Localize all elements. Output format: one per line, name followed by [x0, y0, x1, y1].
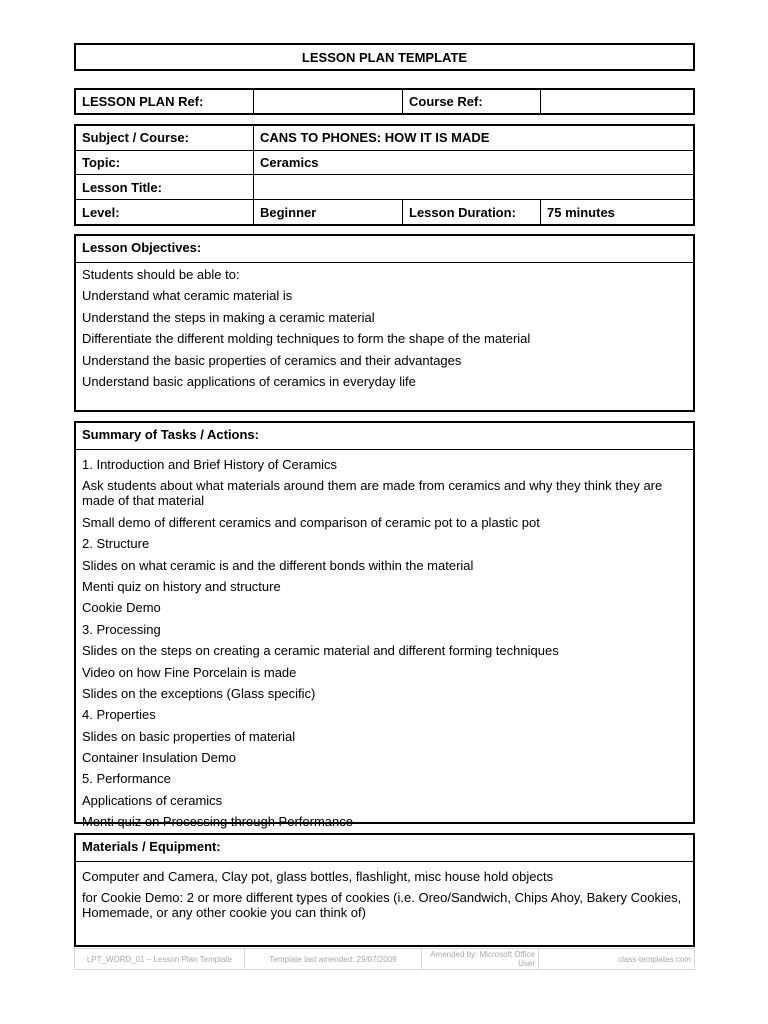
footer-doc-id: LPT_WORD_01 – Lesson Plan Template [75, 949, 245, 970]
tasks-section [74, 421, 695, 830]
list-item: Cookie Demo [82, 600, 161, 616]
tasks-heading: Summary of Tasks / Actions: [76, 423, 693, 450]
list-item: Students should be able to: [82, 267, 240, 282]
list-item: 3. Processing [82, 621, 161, 637]
objectives-heading: Lesson Objectives: [76, 236, 693, 263]
list-item: for Cookie Demo: 2 or more different types of cookies (i.e. Oreo/Sandwich, Chips Ahoy, Bakery Cookies, Homemade, or any other cookie you can think of) [82, 890, 682, 921]
list-item: 5. Performance [82, 771, 171, 787]
reference-row [74, 88, 695, 115]
topic-label: Topic: [76, 150, 254, 175]
list-item: Differentiate the different molding techniques to form the shape of the material [82, 331, 531, 347]
list-item: Computer and Camera, Clay pot, glass bottles, flashlight, misc house hold objects [82, 869, 554, 884]
list-item: Slides on what ceramic is and the different bonds within the material [82, 557, 474, 573]
lesson-plan-ref-field[interactable] [254, 90, 403, 113]
materials-heading: Materials / Equipment: [76, 835, 693, 862]
subject-value: CANS TO PHONES: HOW IT IS MADE [254, 126, 694, 150]
level-label: Level: [76, 200, 254, 224]
list-item: Container Insulation Demo [82, 750, 236, 766]
footer-amended-by: Amended by: Microsoft Office User [422, 949, 539, 970]
page-footer [74, 948, 695, 970]
lesson-objectives-section [74, 234, 695, 412]
list-item: Menti quiz on Processing through Performance [82, 814, 353, 830]
tasks-list [76, 450, 693, 829]
list-item: Video on how Fine Porcelain is made [82, 664, 297, 680]
list-item: Understand the basic properties of ceramics and their advantages [82, 352, 462, 368]
list-item: Ask students about what materials around them are made from ceramics and why they think they are made of that material [82, 478, 663, 509]
duration-label: Lesson Duration: [403, 200, 541, 224]
topic-value: Ceramics [254, 150, 694, 175]
duration-value: 75 minutes [541, 200, 694, 224]
lesson-plan-ref-label: LESSON PLAN Ref: [76, 90, 254, 113]
list-item: 4. Properties [82, 707, 156, 723]
course-ref-field[interactable] [541, 90, 694, 113]
list-item: 1. Introduction and Brief History of Ceramics [82, 457, 338, 472]
list-item: Understand basic applications of ceramics in everyday life [82, 373, 416, 389]
lesson-title-label: Lesson Title: [76, 175, 254, 200]
list-item: Slides on basic properties of material [82, 728, 296, 744]
course-info-table [74, 124, 695, 226]
list-item: Slides on the exceptions (Glass specific) [82, 685, 316, 701]
footer-amended-date: Template last amended: 29/07/2009 [245, 949, 422, 970]
page-title: LESSON PLAN TEMPLATE [74, 43, 695, 71]
list-item: 2. Structure [82, 536, 150, 552]
objectives-list [76, 263, 693, 389]
materials-list [76, 862, 693, 920]
list-item: Understand the steps in making a ceramic material [82, 309, 375, 325]
list-item: Slides on the steps on creating a ceramic material and different forming techniques [82, 643, 559, 659]
lesson-title-field[interactable] [254, 175, 694, 200]
list-item: Small demo of different ceramics and comparison of ceramic pot to a plastic pot [82, 514, 540, 530]
list-item: Applications of ceramics [82, 792, 223, 808]
subject-label: Subject / Course: [76, 126, 254, 150]
level-value: Beginner [254, 200, 403, 224]
list-item: Understand what ceramic material is [82, 288, 293, 304]
list-item: Menti quiz on history and structure [82, 578, 281, 594]
footer-site: class-templates.com [539, 949, 695, 970]
course-ref-label: Course Ref: [403, 90, 541, 113]
materials-section [74, 833, 695, 947]
